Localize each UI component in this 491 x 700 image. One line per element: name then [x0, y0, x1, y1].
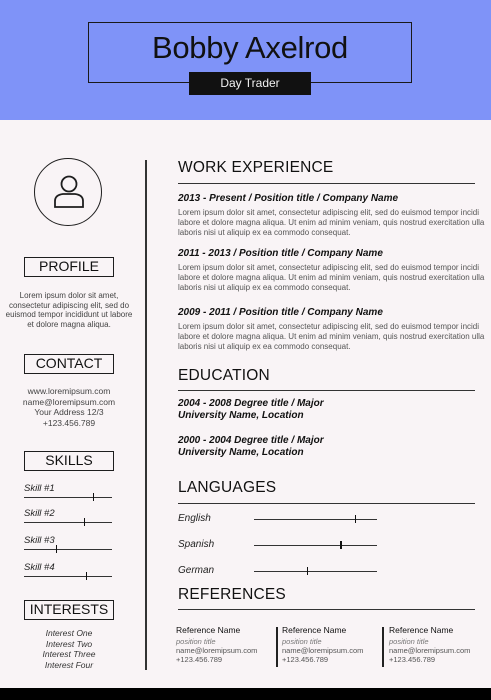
- job-description: [178, 263, 491, 292]
- profile-line: euismod tempor incididunt ut labore: [5, 310, 133, 320]
- reference-email: name@loremipsum.com: [282, 646, 364, 655]
- reference-divider: [276, 627, 278, 667]
- university-name: University Name, Location: [178, 410, 304, 421]
- job-description-line: labore et dolore magna aliqua. Ut enim ad minim veniam, quis nostrud exercitation ulla: [178, 217, 485, 227]
- skill-level-marker: [86, 572, 88, 580]
- job-description-line: laboris nisi ut aliquip ex ea commodo consequat.: [178, 282, 351, 292]
- education-entry: [178, 435, 324, 459]
- degree-title: 2004 - 2008 Degree title / Major: [178, 398, 324, 409]
- references-heading: REFERENCES: [178, 586, 286, 603]
- profile-line: consectetur adipiscing elit, sed do: [8, 300, 130, 310]
- education-entry: [178, 398, 324, 422]
- job-description-line: labore et dolore magna aliqua. Ut enim ad minim veniam, quis nostrud exercitation ulla: [178, 331, 485, 341]
- job-description-line: Lorem ipsum dolor sit amet, consectetur adipiscing elit, sed do euismod tempor incidi: [178, 322, 480, 331]
- skill-item: [24, 508, 114, 528]
- job-entry: [178, 248, 491, 292]
- language-name: German: [178, 565, 215, 576]
- job-entry: [178, 307, 491, 351]
- section-rule: [178, 609, 475, 610]
- job-description: [178, 208, 491, 237]
- reference-name: Reference Name: [282, 625, 347, 635]
- contact-website: www.loremipsum.com: [27, 386, 111, 396]
- interests-list: [0, 628, 138, 670]
- contact-phone: +123.456.789: [42, 417, 96, 428]
- contact-text: [0, 386, 138, 428]
- reference-position: position title: [282, 637, 322, 646]
- work-experience-heading: WORK EXPERIENCE: [178, 159, 334, 176]
- language-track: [254, 571, 377, 572]
- contact-address: Your Address 12/3: [34, 407, 104, 417]
- job-title: 2011 - 2013 / Position title / Company Name: [178, 248, 383, 259]
- skill-level-marker: [93, 493, 95, 501]
- section-rule: [178, 183, 475, 184]
- job-entry: [178, 193, 491, 237]
- reference-divider: [382, 627, 384, 667]
- skill-item: [24, 562, 114, 582]
- job-title: 2013 - Present / Position title / Company Name: [178, 193, 399, 204]
- reference-name: Reference Name: [176, 625, 241, 635]
- reference-phone: +123.456.789: [389, 655, 436, 664]
- language-level-marker: [355, 515, 357, 523]
- skill-item: [24, 483, 114, 503]
- avatar: [34, 158, 102, 226]
- language-name: English: [178, 513, 211, 524]
- user-icon: [53, 175, 85, 209]
- interests-heading: INTERESTS: [24, 600, 114, 620]
- skill-name: Skill #2: [24, 508, 55, 519]
- section-rule: [178, 503, 475, 504]
- reference-entry: [176, 625, 276, 664]
- person-name: Bobby Axelrod: [151, 30, 348, 65]
- reference-phone: +123.456.789: [282, 655, 329, 664]
- skill-item: [24, 535, 114, 555]
- reference-email: name@loremipsum.com: [389, 646, 471, 655]
- profile-line: et dolore magna aliqua.: [27, 320, 111, 330]
- job-description-line: laboris nisi ut aliquip ex ea commodo consequat.: [178, 341, 351, 351]
- skill-track: [24, 549, 112, 550]
- language-name: Spanish: [178, 539, 215, 550]
- language-item: [178, 539, 478, 553]
- skill-name: Skill #3: [24, 535, 55, 546]
- interest-item: Interest One: [45, 628, 93, 638]
- job-description-line: Lorem ipsum dolor sit amet, consectetur adipiscing elit, sed do euismod tempor incidi: [178, 263, 480, 272]
- interest-item: Interest Three: [42, 649, 96, 659]
- contact-heading: CONTACT: [24, 354, 114, 374]
- interest-item: Interest Four: [44, 659, 94, 670]
- profile-text: [0, 291, 138, 330]
- job-description-line: labore et dolore magna aliqua. Ut enim ad minim veniam, quis nostrud exercitation ulla: [178, 272, 485, 282]
- language-track: [254, 519, 377, 520]
- reference-position: position title: [176, 637, 216, 646]
- skill-track: [24, 522, 112, 523]
- reference-entry: [282, 625, 382, 664]
- language-item: [178, 565, 478, 579]
- skill-name: Skill #1: [24, 483, 55, 494]
- section-rule: [178, 390, 475, 391]
- skills-heading: SKILLS: [24, 451, 114, 471]
- degree-title: 2000 - 2004 Degree title / Major: [178, 435, 324, 446]
- reference-name: Reference Name: [389, 625, 454, 635]
- job-description-line: Lorem ipsum dolor sit amet, consectetur adipiscing elit, sed do euismod tempor incidi: [178, 208, 480, 217]
- column-divider: [145, 160, 147, 670]
- skill-name: Skill #4: [24, 562, 55, 573]
- contact-email: name@loremipsum.com: [22, 396, 116, 407]
- job-description: [178, 322, 491, 351]
- interest-item: Interest Two: [45, 638, 93, 649]
- skill-track: [24, 497, 112, 498]
- language-item: [178, 513, 478, 527]
- job-description-line: laboris nisi ut aliquip ex ea commodo consequat.: [178, 227, 351, 237]
- job-title: 2009 - 2011 / Position title / Company Name: [178, 307, 383, 318]
- university-name: University Name, Location: [178, 447, 304, 458]
- skill-level-marker: [56, 545, 58, 553]
- footer-bar: [0, 688, 491, 700]
- language-level-marker: [307, 567, 309, 575]
- skill-track: [24, 576, 112, 577]
- education-heading: EDUCATION: [178, 367, 270, 384]
- reference-phone: +123.456.789: [176, 655, 223, 664]
- skill-level-marker: [84, 518, 86, 526]
- reference-entry: [389, 625, 489, 664]
- reference-position: position title: [389, 637, 429, 646]
- profile-line: Lorem ipsum dolor sit amet,: [19, 291, 119, 300]
- profile-heading: PROFILE: [24, 257, 114, 277]
- languages-heading: LANGUAGES: [178, 479, 277, 496]
- language-level-marker: [340, 541, 342, 549]
- reference-email: name@loremipsum.com: [176, 646, 258, 655]
- job-role-badge: Day Trader: [189, 72, 311, 95]
- language-track: [254, 545, 377, 546]
